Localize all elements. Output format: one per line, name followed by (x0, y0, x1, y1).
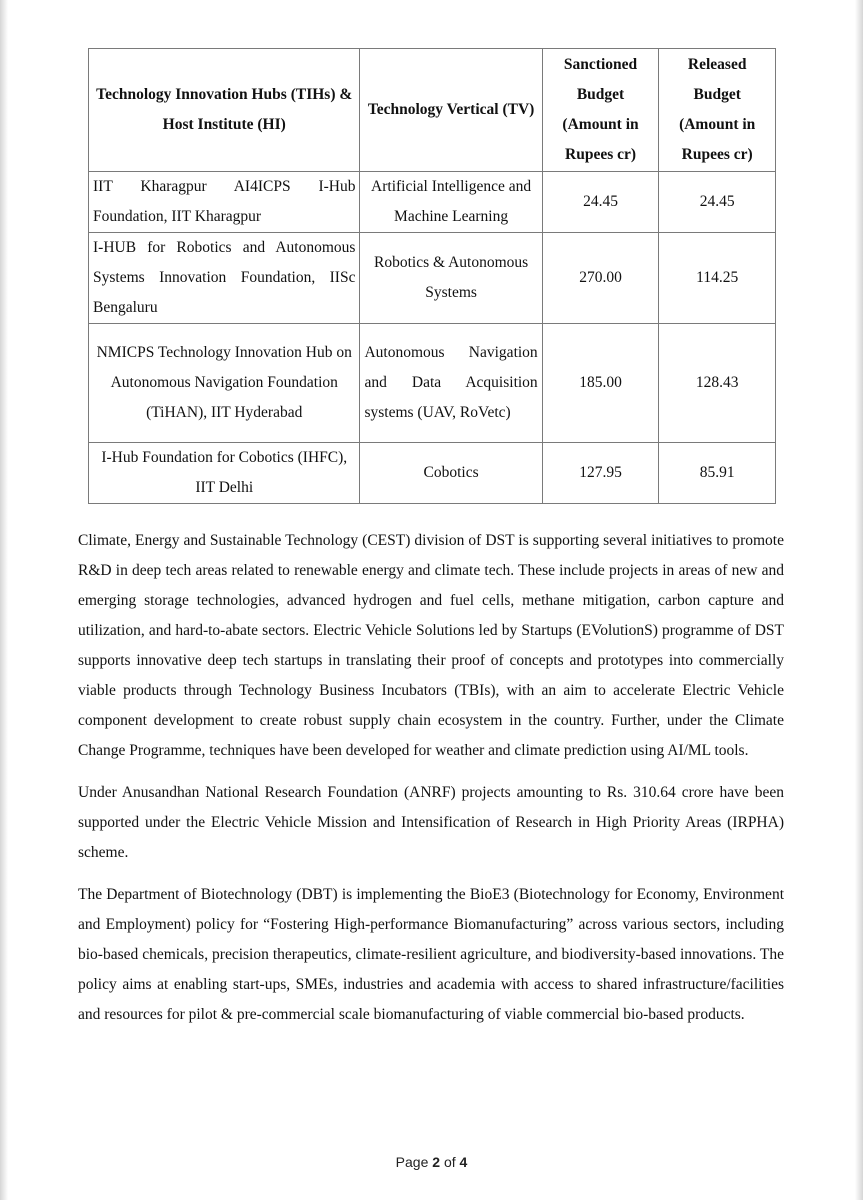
cell-sanctioned: 270.00 (542, 233, 659, 324)
page-total: 4 (459, 1154, 468, 1170)
paragraph-anrf: Under Anusandhan National Research Foundation (ANRF) projects amounting to Rs. 310.64 crore have been supported under the Electric Vehicle Mission and Intensification of Research in High Priority Areas (IRPHA) scheme. (78, 784, 784, 861)
table-header-row (89, 49, 776, 172)
cell-released: 24.45 (659, 172, 776, 233)
cell-vertical: Cobotics (360, 443, 542, 504)
table-row (89, 324, 776, 443)
cell-released: 114.25 (659, 233, 776, 324)
cell-vertical: Autonomous Navigation and Data Acquisition systems (UAV, RoVetc) (360, 324, 542, 443)
table-row (89, 233, 776, 324)
table-row (89, 443, 776, 504)
page-label: Page (395, 1154, 429, 1170)
cell-hub: I-HUB for Robotics and Autonomous Systems Innovation Foundation, IISc Bengaluru (89, 233, 360, 324)
body-text (78, 526, 784, 1042)
cell-hub: I-Hub Foundation for Cobotics (IHFC), IIT Delhi (89, 443, 360, 504)
page-current: 2 (432, 1154, 441, 1170)
cell-hub: IIT Kharagpur AI4ICPS I-Hub Foundation, IIT Kharagpur (89, 172, 360, 233)
cell-sanctioned: 127.95 (542, 443, 659, 504)
header-sanctioned: Sanctioned Budget (Amount in Rupees cr) (542, 49, 659, 172)
paragraph-cest: Climate, Energy and Sustainable Technology (CEST) division of DST is supporting several initiatives to promote R&D in deep tech areas related to renewable energy and climate tech. These include projects in areas of new and emerging storage technologies, advanced hydrogen and fuel cells, methane mitigation, carbon capture and utilization, and hard-to-abate sectors. Electric Vehicle Solutions led by Startups (EVolutionS) programme of DST supports innovative deep tech startups in translating their proof of concepts and prototypes into commercially viable products through Technology Business Incubators (TBIs), with an aim to accelerate Electric Vehicle component development to create robust supply chain ecosystem in the country. Further, under the Climate Change Programme, techniques have been developed for weather and climate prediction using AI/ML tools. (78, 532, 784, 759)
header-vertical: Technology Vertical (TV) (360, 49, 542, 172)
cell-vertical: Artificial Intelligence and Machine Learning (360, 172, 542, 233)
tih-budget-table (88, 48, 776, 504)
page-number-footer (0, 1154, 863, 1170)
page-of-label: of (443, 1154, 456, 1170)
cell-released: 128.43 (659, 324, 776, 443)
page-edge-shadow-left (0, 0, 8, 1200)
cell-vertical: Robotics & Autonomous Systems (360, 233, 542, 324)
paragraph-dbt: The Department of Biotechnology (DBT) is implementing the BioE3 (Biotechnology for Economy, Environment and Employment) policy for “Fostering High-performance Biomanufacturing” across various sectors, including bio-based chemicals, precision therapeutics, climate-resilient agriculture, and biodiversity-based innovations. The policy aims at enabling start-ups, SMEs, industries and academia with access to shared infrastructure/facilities and resources for pilot & pre-commercial scale biomanufacturing of viable commercial bio-based products. (78, 886, 784, 1023)
table-row (89, 172, 776, 233)
page-edge-shadow-right (855, 0, 863, 1200)
cell-released: 85.91 (659, 443, 776, 504)
cell-hub: NMICPS Technology Innovation Hub on Autonomous Navigation Foundation (TiHAN), IIT Hyderabad (89, 324, 360, 443)
cell-sanctioned: 24.45 (542, 172, 659, 233)
cell-sanctioned: 185.00 (542, 324, 659, 443)
header-released: Released Budget (Amount in Rupees cr) (659, 49, 776, 172)
header-hub: Technology Innovation Hubs (TIHs) & Host Institute (HI) (89, 49, 360, 172)
